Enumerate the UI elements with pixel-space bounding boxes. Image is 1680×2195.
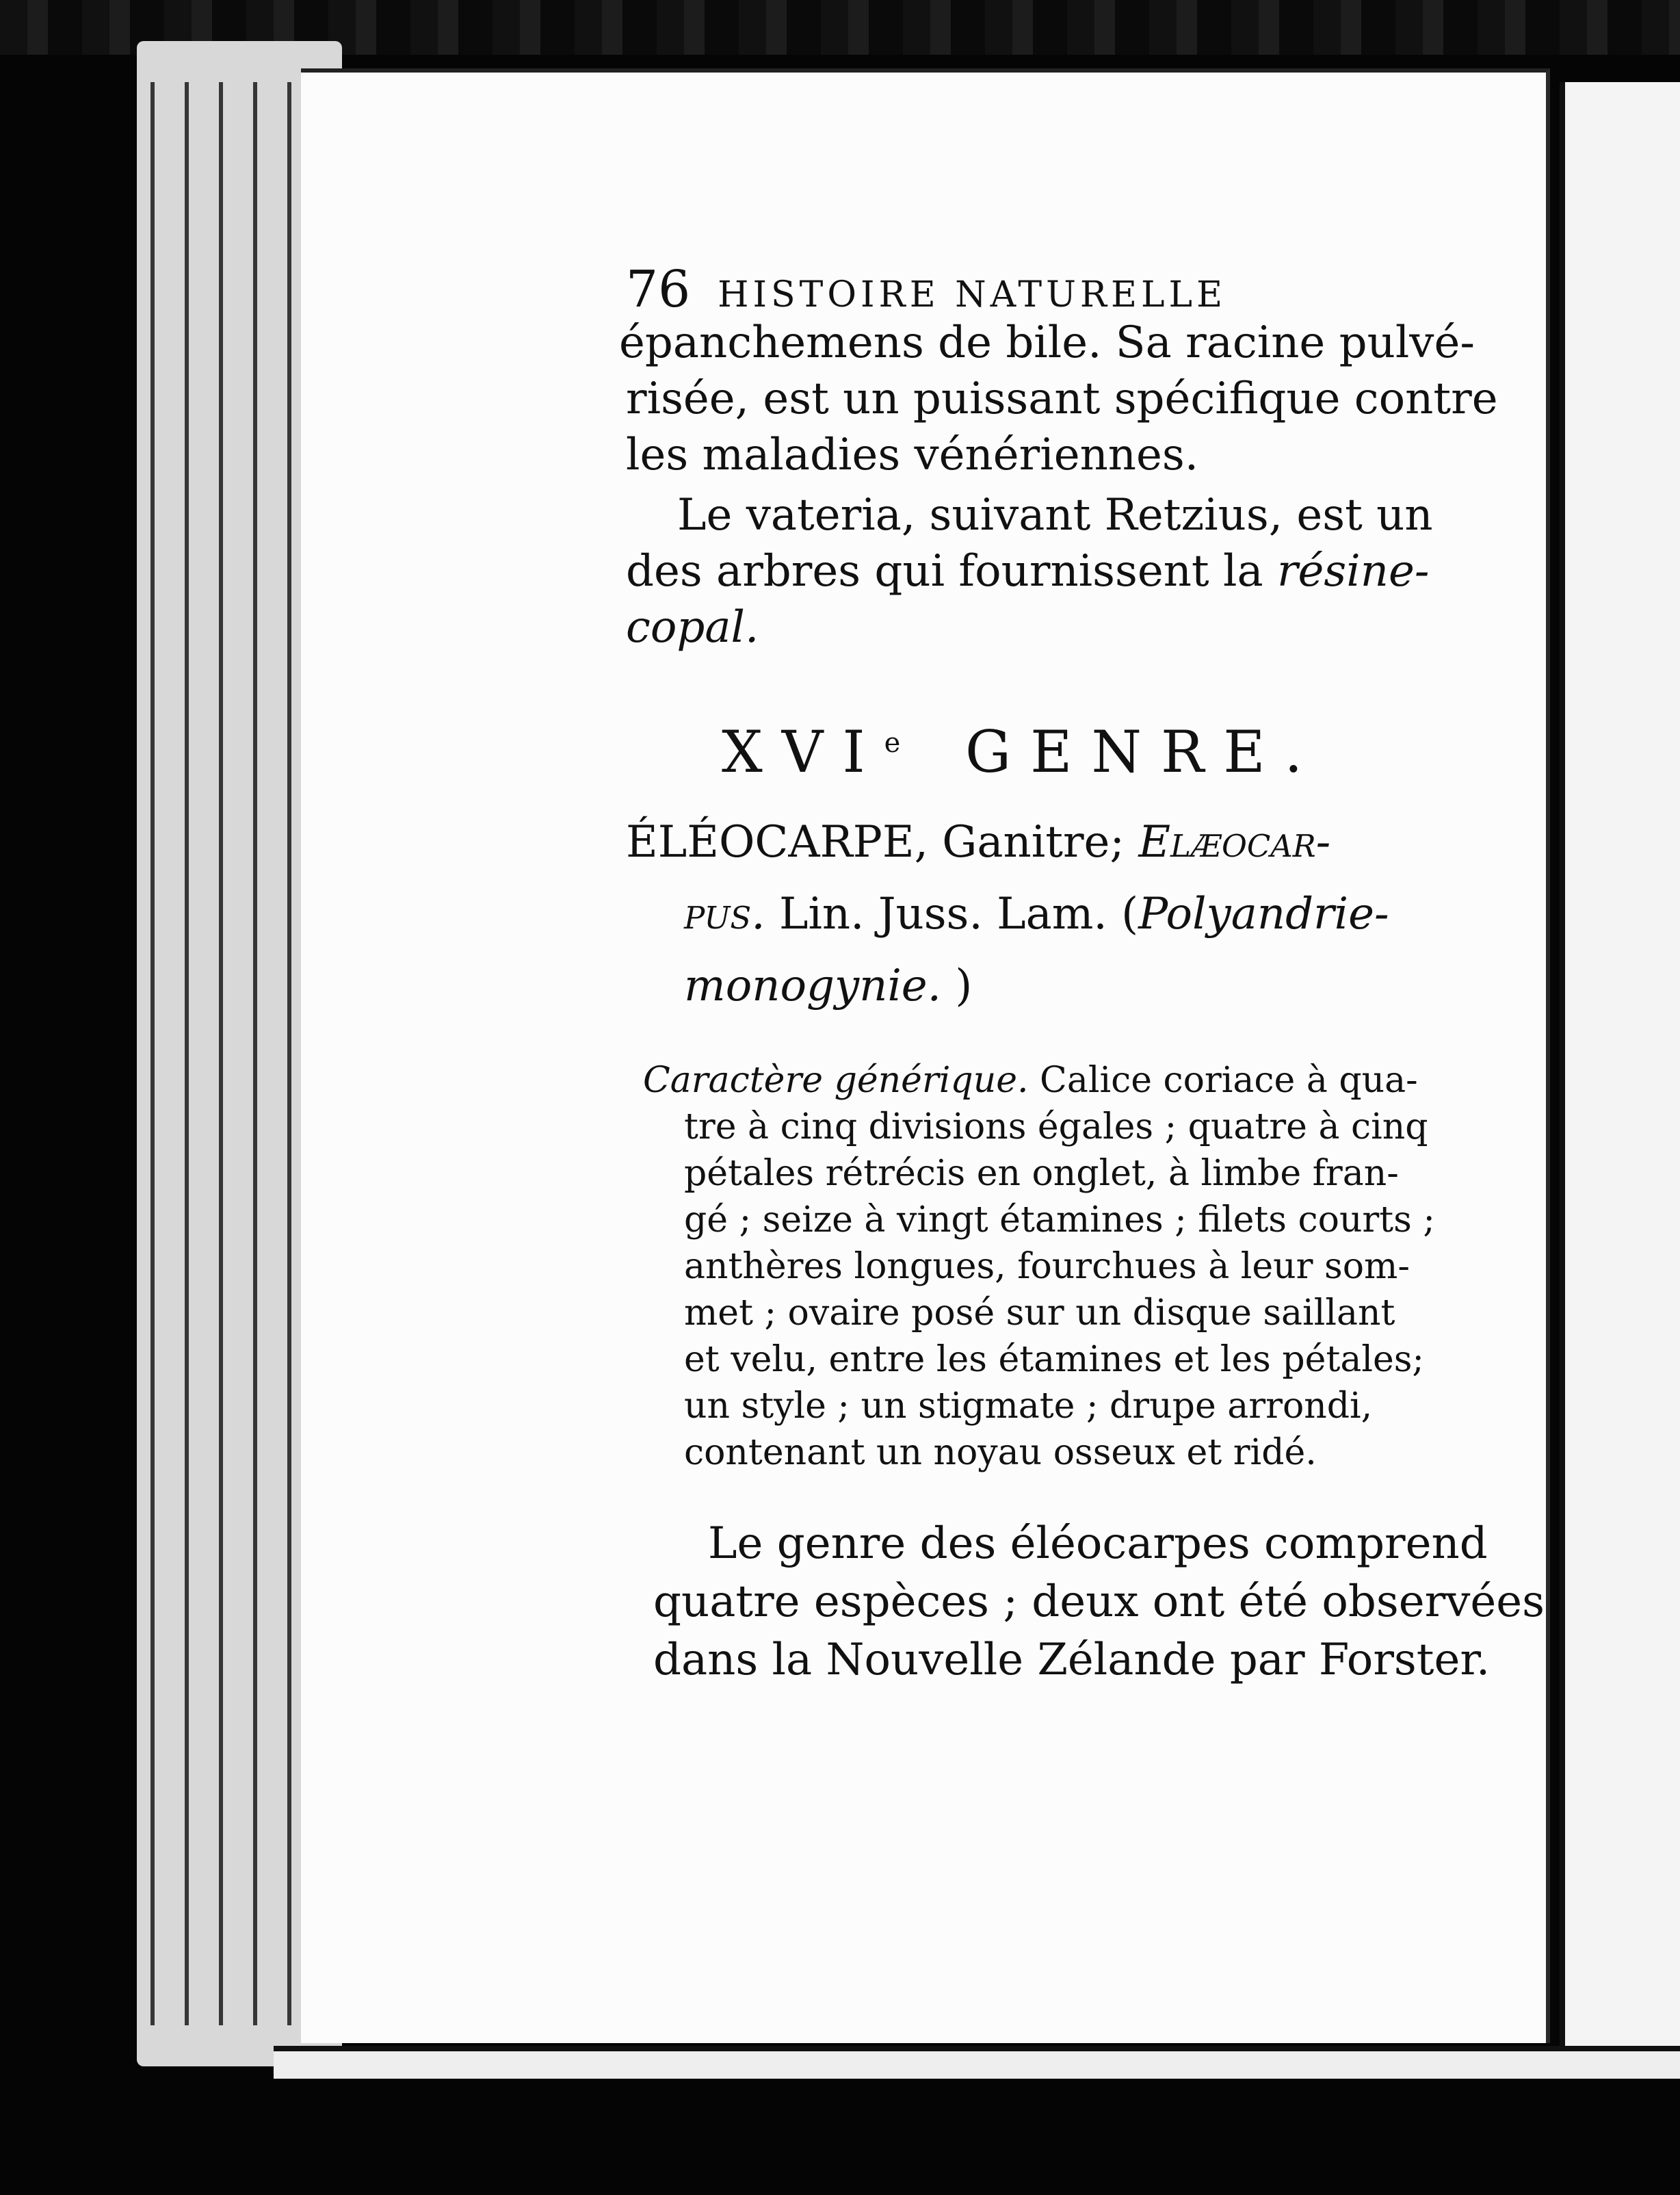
page-edge-stripe — [287, 82, 291, 2025]
genus-name: ÉLÉOCARPE, Ganitre; — [626, 817, 1139, 868]
paragraph-text: des arbres qui fournissent la — [626, 546, 1277, 597]
character-label: Caractère générique. — [643, 1060, 1029, 1101]
latin-genus: pus. — [684, 889, 765, 939]
genre-heading — [722, 718, 1322, 785]
genre-superscript: e — [884, 727, 901, 759]
character-line: pétales rétrécis en onglet, à limbe fran- — [684, 1153, 1399, 1194]
paragraph-line: quatre espèces ; deux ont été observées — [653, 1576, 1545, 1627]
paragraph-line: les maladies vénériennes. — [626, 430, 1199, 480]
paragraph-line — [626, 543, 1429, 599]
running-head — [626, 260, 1226, 319]
character-line: met ; ovaire posé sur un disque saillant — [684, 1293, 1395, 1334]
page-edge-stripe — [219, 82, 223, 2025]
page-edge-stripe — [253, 82, 257, 2025]
italic-term: monogynie. — [684, 961, 941, 1011]
italic-term: copal. — [626, 602, 759, 653]
genre-word: GENRE. — [965, 718, 1322, 785]
genus-line — [684, 886, 1389, 942]
genus-line — [684, 958, 972, 1014]
latin-genus: Elæocar- — [1138, 817, 1331, 868]
page-edge-stripe — [150, 82, 155, 2025]
character-text: Calice coriace à qua- — [1028, 1060, 1418, 1101]
character-line: anthères longues, fourchues à leur som- — [684, 1246, 1410, 1287]
next-page-sliver — [1560, 82, 1680, 2053]
genre-numeral: XVI — [722, 718, 884, 785]
bottom-page-edge — [274, 2046, 1680, 2079]
character-line: un style ; un stigmate ; drupe arrondi, — [684, 1386, 1373, 1427]
character-line: et velu, entre les étamines et les pétales; — [684, 1339, 1424, 1380]
italic-term: Polyandrie- — [1138, 889, 1389, 939]
paragraph-line: risée, est un puissant spécifique contre — [626, 374, 1498, 424]
paragraph-line: Le genre des éléocarpes comprend — [708, 1518, 1488, 1569]
paragraph-line: dans la Nouvelle Zélande par Forster. — [653, 1635, 1491, 1685]
italic-term: résine- — [1276, 546, 1430, 597]
paragraph-line — [626, 599, 759, 655]
character-line: contenant un noyau osseux et ridé. — [684, 1432, 1317, 1473]
running-title: HISTOIRE NATURELLE — [718, 274, 1227, 315]
paragraph-line: Le vateria, suivant Retzius, est un — [677, 490, 1433, 541]
page-number: 76 — [626, 260, 691, 319]
authorities: Lin. Juss. Lam. ( — [765, 889, 1139, 939]
paragraph-line: épanchemens de bile. Sa racine pulvé- — [619, 317, 1475, 368]
page-edge-stripe — [185, 82, 189, 2025]
character-line — [643, 1057, 1418, 1104]
paragraph-text: ) — [941, 961, 973, 1011]
character-line: gé ; seize à vingt étamines ; filets courts ; — [684, 1199, 1435, 1241]
character-line: tre à cinq divisions égales ; quatre à cinq — [684, 1106, 1428, 1147]
genus-line — [626, 814, 1330, 870]
